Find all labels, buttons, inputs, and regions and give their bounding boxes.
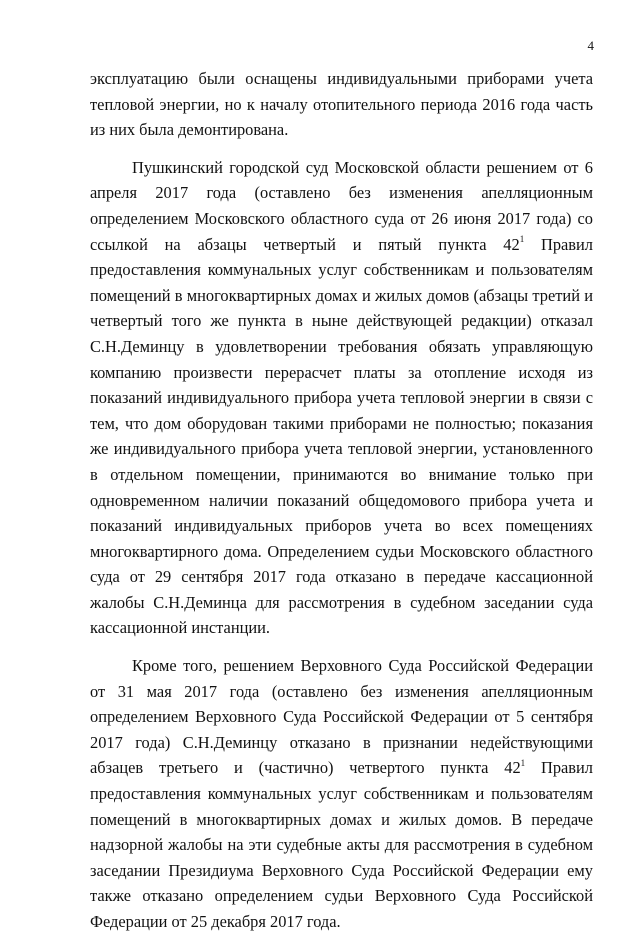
paragraph-text: эксплуатацию были оснащены индивидуальными приборами учета тепловой энергии, но к началу отопительного периода 2016 года часть из них была демонтирована. — [90, 69, 593, 140]
paragraph-text: Пушкинский городской суд Московской области решением от 6 апреля 2017 года (оставлено без изменения апелляционным определением Московского областного суда от 26 июня 2017 года) со ссылкой на абзацы четвертый и пятый пункта 42 — [90, 157, 593, 254]
footnote-superscript: 1 — [520, 757, 526, 768]
paragraph — [90, 155, 593, 641]
paragraph — [90, 653, 593, 935]
document-body — [90, 66, 593, 935]
paragraph — [90, 66, 593, 143]
paragraph-text: Правил предоставления коммунальных услуг собственникам и пользователям помещений в многоквартирных домах и жилых домов. В передаче надзорной жалобы на эти судебные акты для рассмотрения в судебном заседании Президиума Верховного Суда Российской Федерации ему также отказано определением судьи Верховного Суда Российской Федерации от 25 декабря 2017 года. — [90, 758, 593, 931]
paragraph-text: Правил предоставления коммунальных услуг собственникам и пользователям помещений в многоквартирных домах и жилых домов (абзацы третий и четвертый того же пункта в ныне действующей редакции) отказал С.Н.Деминцу в удовлетворении требования обязать управляющую компанию произвести перерасчет платы за отопление исходя из показаний индивидуального прибора учета тепловой энергии в связи с тем, что дом оборудован такими приборами не полностью; показания же индивидуального прибора учета тепловой энергии, установленного в отдельном помещении, принимаются во внимание только при одновременном наличии показаний общедомового прибора учета и показаний индивидуальных приборов учета во всех помещениях многоквартирного дома. Определением судьи Московского областного суда от 29 сентября 2017 года отказано в передаче кассационной жалобы С.Н.Деминца для рассмотрения в судебном заседании суда кассационной инстанции. — [90, 234, 593, 638]
footnote-superscript: 1 — [519, 234, 525, 245]
paragraph-text: Кроме того, решением Верховного Суда Российской Федерации от 31 мая 2017 года (оставлено без изменения апелляционным определением Верховного Суда Российской Федерации от 5 сентября 2017 года) С.Н.Деминцу отказано в признании недействующими абзацев третьего и (частично) четвертого пункта 42 — [90, 656, 593, 778]
page-number: 4 — [587, 38, 594, 53]
